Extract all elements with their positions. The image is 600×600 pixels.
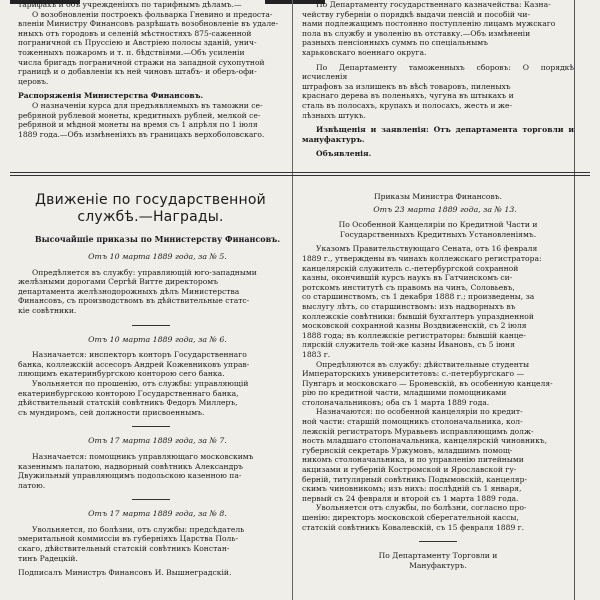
section-divider (10, 175, 590, 176)
text-line: пола въ службу и уволенiю въ отставку.—Объ измѣненiи (302, 28, 531, 38)
text-line: тоженныхъ пожаромъ и т. п. бѣдствiями.—Объ усиленiи (18, 47, 245, 57)
notice-line: Извѣщенiя и заявленiя: Отъ департамента торговли и мануфактуръ. (302, 125, 574, 144)
right-main-column (302, 186, 574, 570)
text-line: латою. (18, 480, 46, 490)
text-line: Назначаются: по особенной канцелярiи по кредит- (316, 407, 523, 417)
text-line: ляющимъ екатеринбургскою конторою сего банка. (18, 369, 225, 379)
text-line: ность младшаго столоначальника, канцелярскiй чиновникъ, (302, 436, 548, 446)
text-line: столоначальниковъ; оба съ 1 марта 1889 года. (302, 397, 490, 407)
text-line: казеннымъ палатою, надворный совѣтникъ Александръ (18, 461, 243, 471)
order-date: Отъ 17 марта 1889 года, за № 8. (88, 509, 227, 519)
text-line: акцизами и губернiй Костромской и Ярославской гу- (302, 465, 517, 475)
text-line: По Департаменту таможенныхъ сборовъ: О порядкѣ исчисленiя (302, 62, 574, 82)
subtitle: Высочайшiе приказы по Министерству Финансовъ. (34, 234, 281, 244)
orders-heading: Приказы Министра Финансовъ. (374, 192, 502, 201)
text-line: скимъ чиновникомъ; изъ нихъ: послѣднiй съ 1 января, (302, 484, 522, 494)
text-line: Назначается: инспекторъ конторъ Государственнаго (32, 350, 247, 360)
separator (132, 325, 170, 326)
text-line: кiе совѣтники. (18, 305, 77, 315)
text-line: чейству губернiи о порядкѣ выдачи пенсiй и пособiй чи- (302, 9, 531, 19)
text-line: числа бригадъ пограничной стражи на западной сухопутной (18, 57, 265, 67)
text-line: краснаго дерева въ поленьяхъ, чугуна въ штыкахъ и (302, 91, 514, 101)
text-line: харьковскаго военнаго округа. (302, 47, 427, 57)
text-line: никомъ столоначальника, и по управленiю питейными (302, 455, 524, 465)
text-line: Назначается: помощникъ управляющаго московскимъ (32, 451, 254, 461)
text-line: лѣзныхъ штукъ. (302, 110, 366, 120)
text-line: коллежскiе совѣтники: бывшiй бухгалтеръ упраздненной (302, 311, 534, 321)
text-line: ребряной и мѣдной монеты на время съ 1 апрѣля по 1 iюля (18, 120, 258, 130)
text-line: первый съ 24 февраля и второй съ 1 марта 1889 года. (302, 493, 519, 503)
text-line: Финансовъ, съ производствомъ въ дѣйствительные статс- (18, 296, 250, 306)
section-divider (10, 172, 590, 173)
text-line: выслугу лѣтъ, со старшинствомъ: изъ надворныхъ въ (302, 301, 516, 311)
text-line: Увольняется, по болѣзни, отъ службы: предсѣдатель (32, 524, 245, 534)
text-line: Двужильный управляющимъ подольскою казенною па- (18, 471, 242, 481)
text-line: бернiй, титулярный совѣтникъ Подымовскiй, канцеляр- (302, 474, 528, 484)
separator (132, 499, 170, 500)
text-line: Увольняется по прошенiю, отъ службы: управляющiй (32, 378, 249, 388)
text-line: пограничной съ Пруссiею и Австрiею полосы зданiй, унич- (18, 38, 257, 48)
text-line: Увольняется отъ службы, по болѣзни, согласно про- (316, 503, 527, 513)
separator (419, 541, 457, 542)
text-line: тарифахъ и объ учрежденiяхъ по тарифнымъ дѣламъ.— (18, 0, 242, 9)
text-line: московской сохранной казны Воздвиженскiй, съ 2 iюля (302, 321, 527, 331)
text-line: тинъ Радецкiй. (18, 553, 78, 563)
left-top-column (18, 0, 283, 139)
section-title-line: службѣ.—Награды. (77, 209, 224, 225)
text-line: Опредѣляются въ службу: дѣйствительные студенты (316, 359, 530, 369)
text-line: лярскiй служитель той-же казны Ивановъ, съ 5 iюня (302, 340, 515, 350)
text-line: сталь въ полосахъ, крупахъ и полосахъ, жесть и же- (302, 100, 513, 110)
ads-heading: Объявленiя. (316, 149, 372, 159)
left-main-column (18, 186, 283, 578)
text-line: ной части: старшiй помощникъ столоначальника, кол- (302, 417, 523, 427)
text-line: ротскомъ институтѣ съ правомъ на чинъ, Соловьевъ, (302, 282, 515, 292)
department-heading: По Департаменту Торговли и Мануфактуръ. (378, 551, 498, 570)
text-line: границѣ и о добавленiи къ ней чиновъ штабъ- и оберъ-офи- (18, 67, 257, 77)
department-heading: По Особенной Канцелярiи по Кредитной Части и Государственныхъ Кредитныхъ Установленiямъ. (338, 220, 538, 239)
text-line: Пунгаръ и московскаго — Броневскiй, въ особенную канцеля- (302, 378, 553, 388)
section-heading: Распоряженiя Министерства Финансовъ. (18, 91, 204, 101)
text-line: желѣзными дорогами Сергѣй Витте директоромъ (18, 277, 219, 287)
order-date: Отъ 17 марта 1889 года, за № 7. (88, 436, 227, 446)
text-line: 1883 г. (302, 349, 331, 359)
text-line: съ мундиромъ, сей должности присвоеннымъ. (18, 407, 205, 417)
text-line: Императорскихъ университетовъ: с.-петербургскаго — (302, 369, 525, 379)
text-line: дѣйствительный статскiй совѣтникъ Федоръ Миллеръ, (18, 398, 238, 408)
text-line: церовъ. (18, 76, 49, 86)
separator (132, 426, 170, 427)
section-title-line: Движенiе по государственной (35, 192, 266, 208)
text-line: разныхъ пенсiонныхъ суммъ по спецiальнымъ (302, 38, 489, 48)
text-line: эмеритальной коммиссiи въ губернiяхъ Царства Поль- (18, 534, 239, 544)
right-margin-rule (574, 0, 575, 600)
text-line: скаго, дѣйствительный статскiй совѣтникъ Констан- (18, 544, 230, 554)
text-line: екатеринбургскою конторою Государственнаго банка, (18, 388, 239, 398)
text-line: штрафовъ за излишекъ въ вѣсѣ товаровъ, пиленыхъ (302, 81, 511, 91)
text-line: нныхъ отъ городовъ и селенiй мѣстностяхъ 875-саженной (18, 28, 252, 38)
text-line: вленiи Министру Финансовъ разрѣшать возобновленiе въ удале- (18, 19, 279, 29)
text-line: нами подлежащимъ постоянно поступленiю лицамъ мужскаго (302, 19, 556, 29)
text-line: департамента желѣзнодорожныхъ дѣлъ Министерства (18, 286, 240, 296)
column-divider (292, 0, 293, 600)
text-line: О назначенiи курса для предъявляемыхъ въ таможни се- (32, 100, 263, 110)
text-line: Опредѣляется въ службу: управляющiй юго-западными (32, 267, 257, 277)
text-line: 1889 года.—Объ измѣненiяхъ въ границахъ верхоболовскаго. (18, 129, 265, 139)
order-date: Отъ 10 марта 1889 года, за № 5. (88, 252, 227, 261)
text-line: О возобновленiи построекъ фольварка Гневино и предоста- (32, 9, 273, 19)
text-line: 1888 года; въ коллежскiе регистраторы: бывшiй канце- (302, 330, 526, 340)
text-line: банка, коллежскiй ассесоръ Андрей Кожевниковъ управ- (18, 359, 250, 369)
signature: Подписалъ Министръ Финансовъ И. Вышнеградскiй. (18, 568, 232, 578)
text-line: лежскiй регистраторъ Муравьевъ исправляющимъ долж- (302, 426, 534, 436)
text-line: 1889 г., утверждены въ чинахъ коллежскаго регистратора: (302, 253, 542, 263)
text-line: По Департаменту государственнаго казначейства: Казна- (316, 0, 551, 9)
text-line: канцелярскiй служитель с.-петербургской сохранной (302, 263, 519, 273)
text-line: статскiй совѣтникъ Ковалевскiй, съ 15 февраля 1889 г. (302, 522, 525, 532)
text-line: рiю по кредитной части, младшими помощниками (302, 388, 507, 398)
text-line: ребряной рублевой монеты, кредитныхъ рублей, мелкой се- (18, 110, 261, 120)
text-line: шенiю: директоръ московской сберегательной кассы, (302, 513, 519, 522)
text-line: казны, окончившiй курсъ наукъ въ Гатчинскомъ си- (302, 273, 513, 283)
order-date: Отъ 10 марта 1889 года, за № 6. (88, 334, 227, 344)
text-line: губернскiй секретарь Уржумовъ, младшимъ помощ- (302, 445, 513, 455)
right-top-column (302, 0, 574, 159)
text-line: со старшинствомъ, съ 1 декабря 1888 г.; произведены, за (302, 292, 535, 302)
section-title (18, 192, 283, 226)
order-date: Отъ 23 марта 1889 года, за № 13. (373, 204, 517, 214)
text-line: Указомъ Правительствующаго Сената, отъ 16 февраля (316, 244, 538, 254)
